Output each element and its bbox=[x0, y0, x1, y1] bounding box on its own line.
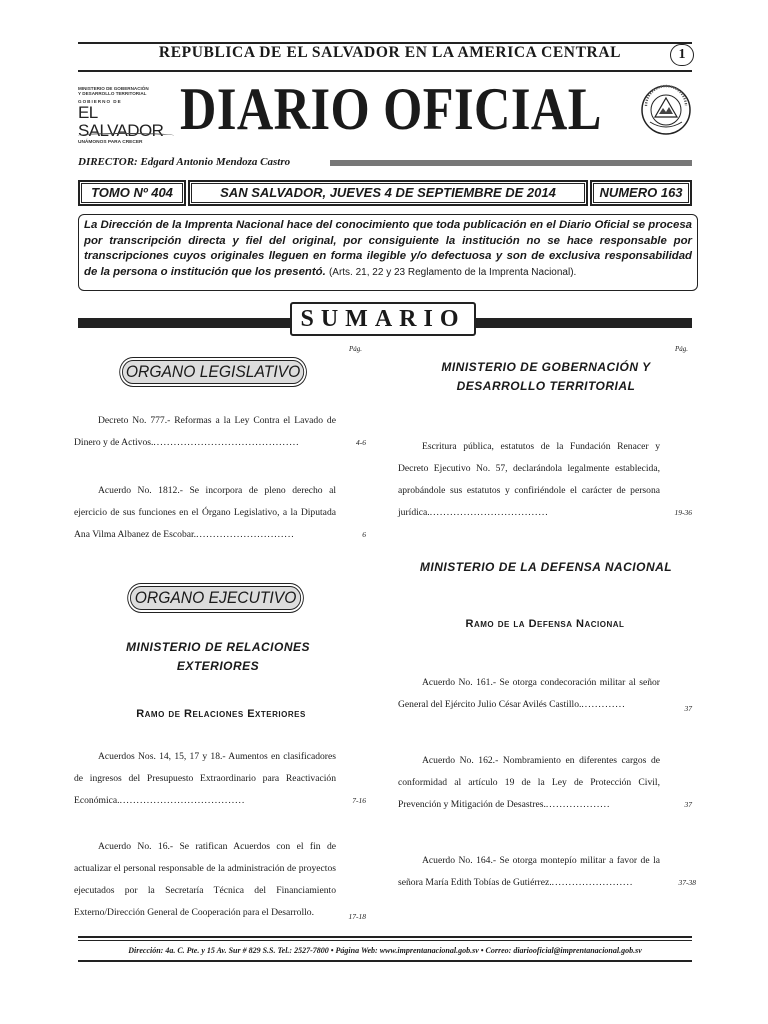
entry-page: 17-18 bbox=[348, 912, 366, 921]
entry-page: 6 bbox=[362, 530, 366, 539]
header-rule bbox=[78, 70, 692, 72]
sumario-heading: SUMARIO bbox=[290, 302, 476, 336]
date-box: SAN SALVADOR, JUEVES 4 DE SEPTIEMBRE DE 2014 bbox=[188, 180, 588, 206]
list-item bbox=[74, 836, 366, 924]
entry-page: 37 bbox=[684, 800, 692, 809]
logo-swoosh bbox=[78, 133, 174, 138]
footer-rule-top2 bbox=[78, 940, 692, 941]
ministry-gobernacion-heading: MINISTERIO DE GOBERNACIÓN Y DESARROLLO TERRITORIAL bbox=[441, 360, 651, 393]
issue-info-bar bbox=[78, 180, 692, 206]
ramo-defensa-heading: Ramo de la Defensa Nacional bbox=[465, 618, 625, 630]
entry-text: Acuerdo No. 162.- Nombramiento en diferentes cargos de conformidad al artículo 19 de la Ley de Protección Civil, Prevención y Mitigación de Desastres. bbox=[398, 755, 660, 810]
organo-ejecutivo-heading: ORGANO EJECUTIVO bbox=[130, 586, 301, 610]
pag-label-right: Pág. bbox=[675, 345, 689, 353]
disclaimer-ref: (Arts. 21, 22 y 23 Reglamento de la Imprenta Nacional). bbox=[328, 266, 577, 278]
entry-text: Acuerdo No. 16.- Se ratifican Acuerdos con el fin de actualizar el personal responsable de la administración de proyectos ejecutados por la Secretaría Técnica del Financiamiento Externo/Dirección General de Cooperación para el Desarrollo. bbox=[74, 841, 336, 918]
list-item: Acuerdo No. 161.- Se otorga condecoración militar al señor General del Ejército Julio César Avilés Castillo.............. 37 bbox=[398, 672, 660, 716]
republic-heading: REPUBLICA DE EL SALVADOR EN LA AMERICA CENTRAL bbox=[158, 44, 622, 61]
logo-ministry-line1: MINISTERIO DE GOBERNACIÓN bbox=[78, 86, 149, 91]
pag-label-left: Pág. bbox=[349, 345, 363, 353]
organo-legislativo-heading: ORGANO LEGISLATIVO bbox=[122, 360, 304, 384]
entry-page: 7-16 bbox=[352, 796, 366, 805]
disclaimer-text: La Dirección de la Imprenta Nacional hace del conocimiento que toda publicación en el Diario Oficial se procesa por transcripción directa y fiel del original, por consiguiente la institución no se hace responsable por transcripciones cuyos originales lleguen en forma ilegible y/o defectuosa y son de exclusiva responsabilidad de la persona o institución que los presentó. bbox=[84, 219, 692, 278]
tomo-box: TOMO Nº 404 bbox=[78, 180, 186, 206]
entry-text: Acuerdo No. 1812.- Se incorpora de pleno derecho al ejercicio de sus funciones en el Órgano Legislativo, a la Diputada Ana Vilma Albanez de Escobar. bbox=[74, 485, 336, 540]
list-item: Acuerdo No. 162.- Nombramiento en diferentes cargos de conformidad al artículo 19 de la Ley de Protección Civil, Prevención y Mitigación de Desastres.................... 37 bbox=[398, 750, 660, 816]
list-item: Acuerdo No. 164.- Se otorga montepío militar a favor de la señora María Edith Tobías de Gutiérrez......................... 37-38 bbox=[398, 850, 660, 894]
ministry-logo bbox=[78, 86, 176, 145]
footer-address: Dirección: 4a. C. Pte. y 15 Av. Sur # 829 S.S. Tel.: 2527-7800 • Página Web: www.imprentanacional.gob.sv • Correo: diariooficial@imprentanacional.gob.sv bbox=[128, 946, 642, 955]
ramo-relaciones-heading: Ramo de Relaciones Exteriores bbox=[136, 708, 306, 720]
newspaper-title: DIARIO OFICIAL bbox=[180, 76, 602, 142]
ministry-relaciones-heading: MINISTERIO DE RELACIONES EXTERIORES bbox=[125, 640, 310, 673]
entry-text: Acuerdos Nos. 14, 15, 17 y 18.- Aumentos en clasificadores de ingresos del Presupuesto Extraordinario para Reactivación Económica. bbox=[74, 751, 336, 806]
page-number: 1 bbox=[670, 44, 694, 66]
footer-rule-top bbox=[78, 936, 692, 938]
entry-text: Decreto No. 777.- Reformas a la Ley Contra el Lavado de Dinero y de Activos. bbox=[74, 415, 336, 448]
logo-ministry-line2: Y DESARROLLO TERRITORIAL bbox=[78, 91, 147, 96]
entry-text: Acuerdo No. 164.- Se otorga montepío militar a favor de la señora María Edith Tobías de Gutiérrez. bbox=[398, 855, 660, 888]
national-seal-icon bbox=[640, 84, 692, 136]
entry-page: 19-36 bbox=[674, 508, 692, 517]
entry-page: 37-38 bbox=[678, 878, 696, 887]
director-line: DIRECTOR: Edgard Antonio Mendoza Castro bbox=[78, 156, 291, 168]
logo-country: EL SALVADOR bbox=[78, 103, 164, 140]
logo-slogan: UNÁMONOS PARA CRECER bbox=[78, 140, 143, 145]
list-item: Decreto No. 777.- Reformas a la Ley Contra el Lavado de Dinero y de Activos............................................ 4-6 bbox=[74, 410, 336, 454]
director-bar bbox=[330, 160, 692, 166]
footer-rule-bottom bbox=[78, 960, 692, 962]
entry-page: 37 bbox=[684, 704, 692, 713]
list-item: Acuerdos Nos. 14, 15, 17 y 18.- Aumentos en clasificadores de ingresos del Presupuesto Extraordinario para Reactivación Económica...................................... 7-16 bbox=[74, 746, 336, 812]
numero-box: NUMERO 163 bbox=[590, 180, 692, 206]
logo-gobierno: GOBIERNO DE bbox=[78, 99, 122, 104]
ministry-defensa-heading: MINISTERIO DE LA DEFENSA NACIONAL bbox=[419, 560, 673, 574]
list-item: Acuerdo No. 1812.- Se incorpora de pleno derecho al ejercicio de sus funciones en el Órgano Legislativo, a la Diputada Ana Vilma Albanez de Escobar.............................. 6 bbox=[74, 480, 336, 546]
entry-text: Acuerdo No. 161.- Se otorga condecoración militar al señor General del Ejército Julio César Avilés Castillo. bbox=[398, 677, 660, 710]
entry-text: Escritura pública, estatutos de la Fundación Renacer y Decreto Ejecutivo No. 57, declarándola legalmente establecida, aprobándole sus estatutos y confiriéndole el carácter de persona jurídica. bbox=[398, 441, 660, 518]
disclaimer-notice bbox=[78, 214, 698, 291]
list-item: Escritura pública, estatutos de la Fundación Renacer y Decreto Ejecutivo No. 57, declarándola legalmente establecida, aprobándole sus estatutos y confiriéndole el carácter de persona jurídica.................................... 19-36 bbox=[398, 436, 660, 524]
entry-page: 4-6 bbox=[356, 438, 366, 447]
